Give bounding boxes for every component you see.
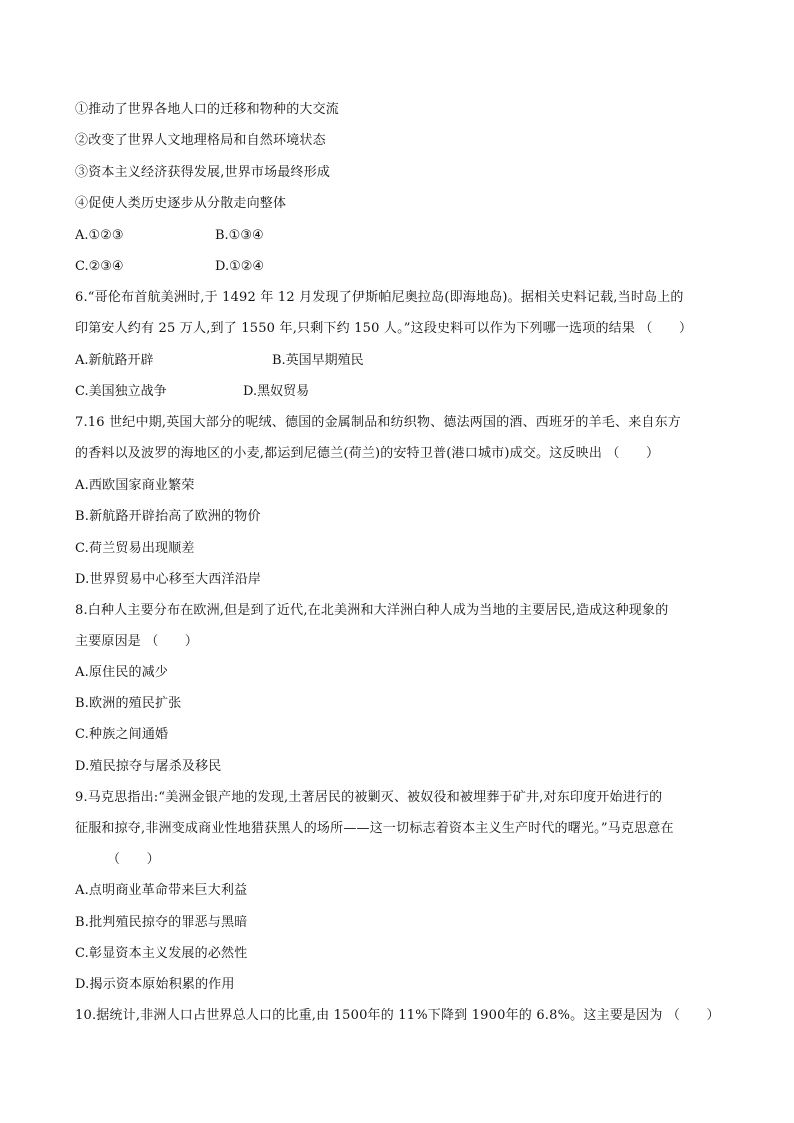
q5-option-c: C.②③④ — [75, 259, 124, 274]
q5-statement-4: ④促使人类历史逐步从分散走向整体 — [75, 196, 287, 211]
q5-option-b: B.①③④ — [215, 228, 264, 243]
q7-stem-line1: 7.16 世纪中期,英国大部分的呢绒、德国的金属制品和纺织物、德法两国的酒、西班牙的羊毛、来自东方 — [75, 415, 682, 430]
q6-option-b: B.英国早期殖民 — [272, 353, 364, 368]
q8-stem-line2: 主要原因是 （ ） — [75, 634, 199, 649]
q6-stem-line1: 6.“哥伦布首航美洲时,于 1492 年 12 月发现了伊斯帕尼奥拉岛(即海地岛)。据相关史料记载,当时岛上的 — [75, 290, 684, 305]
q10-stem-line1: 10.据统计,非洲人口占世界总人口的比重,由 1500年的 11%下降到 1900年的 6.8%。这主要是因为 （ ） — [75, 1008, 720, 1023]
q7-option-c: C.荷兰贸易出现顺差 — [75, 541, 195, 556]
q8-option-a: A.原住民的减少 — [75, 665, 169, 680]
q8-option-b: B.欧洲的殖民扩张 — [75, 696, 182, 711]
q5-statement-3: ③资本主义经济获得发展,世界市场最终形成 — [75, 165, 331, 180]
q7-option-a: A.西欧国家商业繁荣 — [75, 478, 195, 493]
q9-stem-line3: （ ） — [107, 852, 160, 867]
q6-option-d: D.黑奴贸易 — [243, 384, 310, 399]
q8-stem-line1: 8.白种人主要分布在欧洲,但是到了近代,在北美洲和大洋洲白种人成为当地的主要居民,造成这种现象的 — [75, 603, 669, 618]
q8-option-d: D.殖民掠夺与屠杀及移民 — [75, 759, 222, 774]
q5-statement-2: ②改变了世界人文地理格局和自然环境状态 — [75, 133, 326, 148]
q9-stem-line2: 征服和掠夺,非洲变成商业性地猎获黑人的场所——这一切标志着资本主义生产时代的曙光。”马克思意在 — [75, 821, 674, 836]
q6-option-c: C.美国独立战争 — [75, 384, 167, 399]
q5-option-a: A.①②③ — [75, 228, 124, 243]
q9-option-c: C.彰显资本主义发展的必然性 — [75, 946, 248, 961]
q9-stem-line1: 9.马克思指出:“美洲金银产地的发现,土著居民的被剿灭、被奴役和被埋葬于矿井,对东印度开始进行的 — [75, 790, 663, 805]
q9-option-b: B.批判殖民掠夺的罪恶与黑暗 — [75, 915, 248, 930]
q9-option-a: A.点明商业革命带来巨大利益 — [75, 883, 248, 898]
q7-option-d: D.世界贸易中心移至大西洋沿岸 — [75, 572, 262, 587]
q6-stem-line2: 印第安人约有 25 万人,到了 1550 年,只剩下约 150 人。”这段史料可以作为下列哪一选项的结果 （ ） — [75, 321, 693, 336]
q6-option-a: A.新航路开辟 — [75, 353, 154, 368]
q8-option-c: C.种族之间通婚 — [75, 727, 169, 742]
q5-statement-1: ①推动了世界各地人口的迁移和物种的大交流 — [75, 102, 340, 117]
q7-stem-line2: 的香料以及波罗的海地区的小麦,都运到尼德兰(荷兰)的安特卫普(港口城市)成交。这反映出 （ ） — [75, 446, 660, 461]
q7-option-b: B.新航路开辟抬高了欧洲的物价 — [75, 509, 261, 524]
q9-option-d: D.揭示资本原始积累的作用 — [75, 977, 235, 992]
q5-option-d: D.①②④ — [215, 259, 265, 274]
